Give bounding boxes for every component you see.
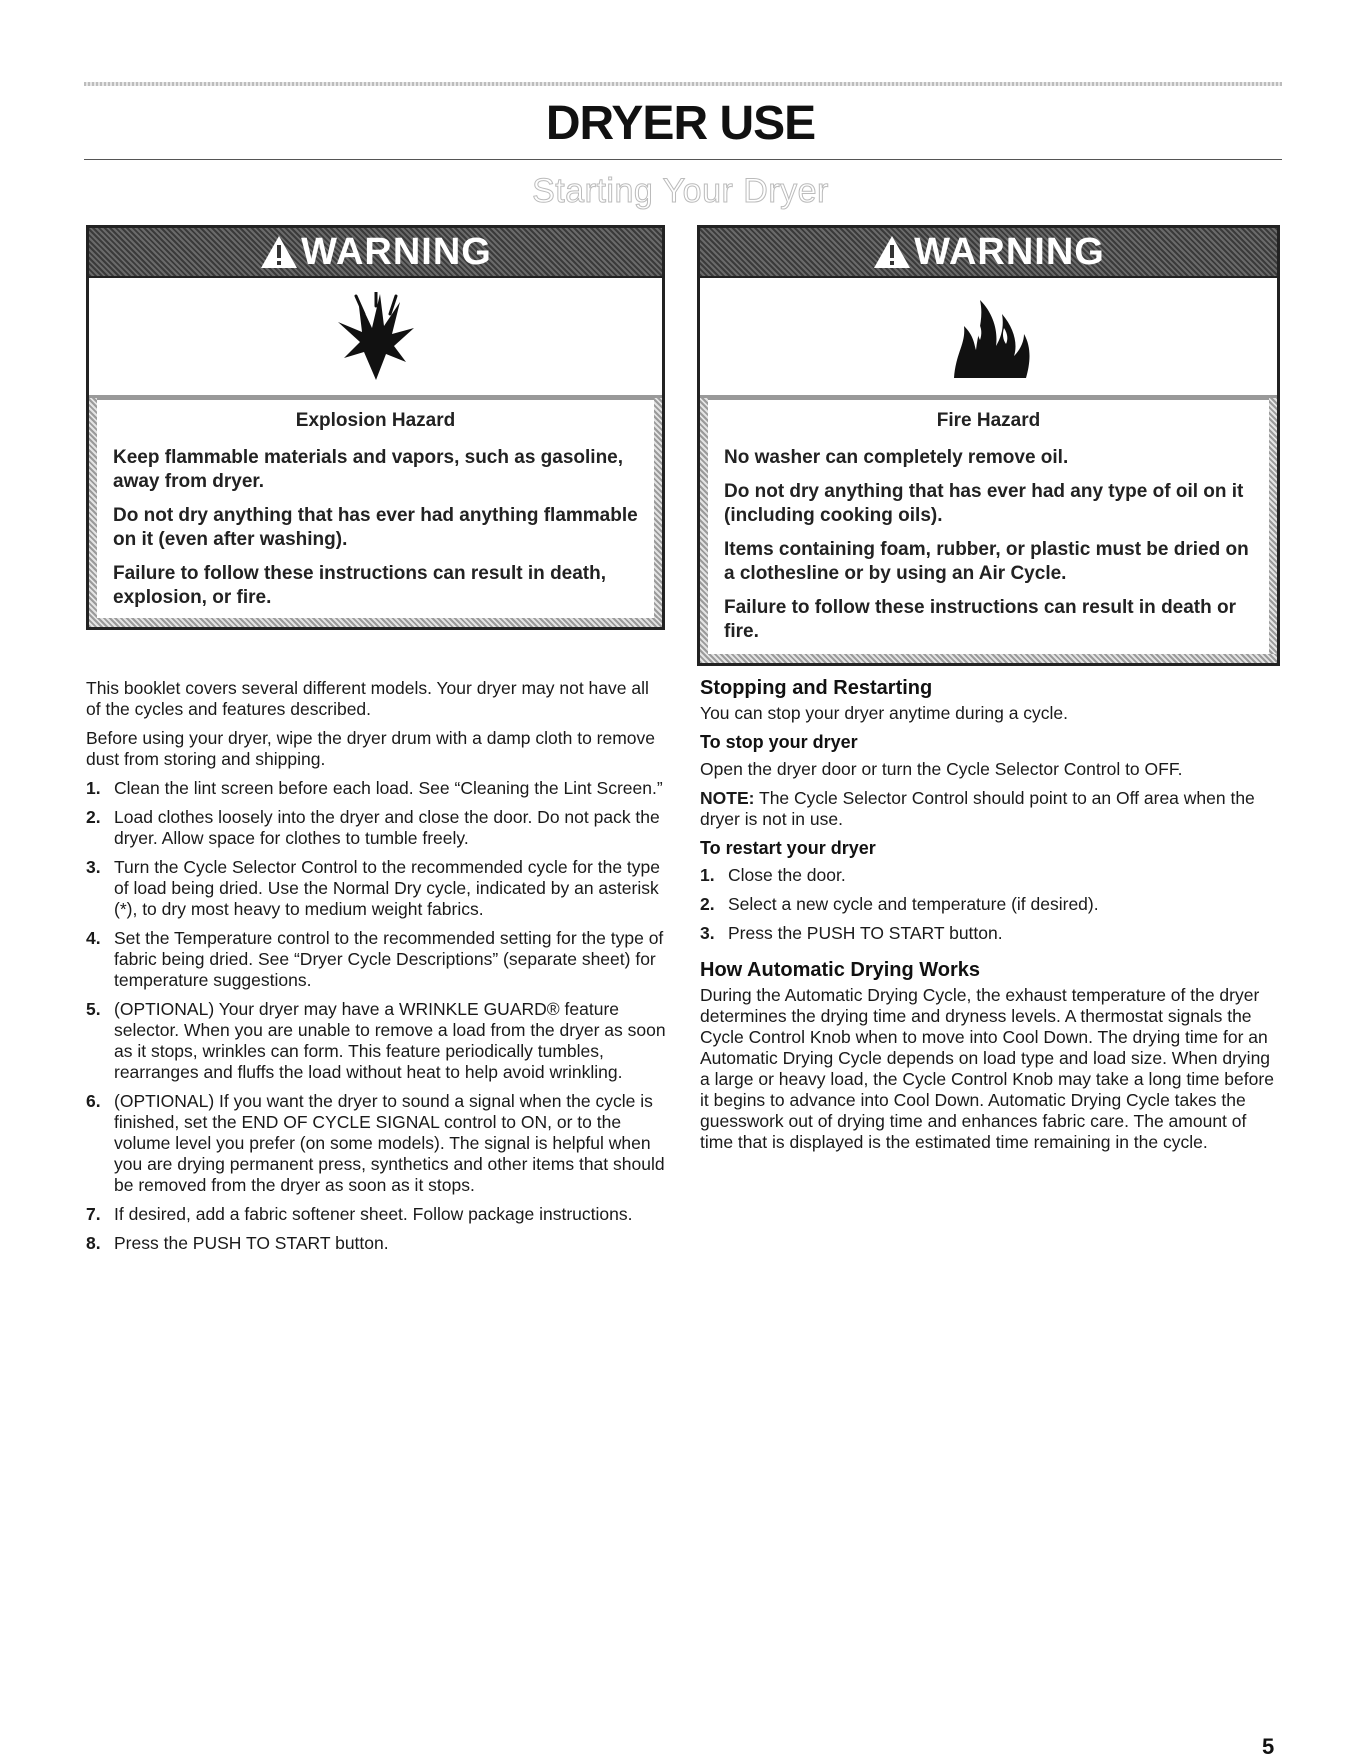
list-item	[700, 923, 1280, 944]
warning-text: Keep flammable materials and vapors, such as gasoline, away from dryer.	[113, 447, 624, 492]
hazard-title: Explosion Hazard	[295, 410, 456, 431]
step-number: 6.	[86, 1091, 101, 1111]
warning-body	[700, 400, 1277, 644]
fire-icon	[944, 292, 1034, 382]
list-item	[700, 865, 1280, 886]
stopping-intro: You can stop your dryer anytime during a cycle.	[700, 703, 1069, 723]
list-item	[86, 807, 666, 849]
warning-header	[700, 228, 1277, 278]
step-text: Turn the Cycle Selector Control to the recommended cycle for the type of load being dried. Use the Normal Dry cycle, indicated by an asterisk (*), to dry most heavy to medium weight fabrics.	[114, 857, 660, 919]
warning-header	[89, 228, 662, 278]
list-item	[86, 857, 666, 920]
list-item	[86, 1091, 666, 1196]
restart-heading: To restart your dryer	[700, 838, 876, 858]
step-number: 8.	[86, 1233, 101, 1253]
stopping-heading: Stopping and Restarting	[700, 677, 933, 699]
warning-border-bottom	[89, 618, 662, 627]
intro-paragraph: This booklet covers several different models. Your dryer may not have all of the cycles and features described.	[86, 678, 649, 719]
step-text: Press the PUSH TO START button.	[728, 923, 1003, 943]
warning-triangle-icon	[259, 234, 299, 270]
step-number: 2.	[86, 807, 101, 827]
warning-border-right	[654, 398, 662, 627]
stop-heading: To stop your dryer	[700, 732, 858, 752]
title-divider	[84, 159, 1282, 160]
list-item	[700, 894, 1280, 915]
step-number: 1.	[86, 778, 101, 798]
note-paragraph	[700, 788, 1280, 830]
auto-drying-text: During the Automatic Drying Cycle, the exhaust temperature of the dryer determines the drying time and dryness levels. A thermostat signals the Cycle Control Knob when to move into Cool Down. The drying time for an Automatic Drying Cycle depends on load type and load size. When drying a large or heavy load, the Cycle Control Knob may take a long time before it begins to advance into Cool Down. Automatic Drying Cycle takes the guesswork out of drying time and enhances fabric care. The amount of time that is displayed is the estimated time remaining in the cycle.	[700, 985, 1274, 1152]
list-item	[86, 1233, 666, 1254]
step-number: 5.	[86, 999, 101, 1019]
step-text: Press the PUSH TO START button.	[114, 1233, 389, 1253]
warning-text: Failure to follow these instructions can result in death or fire.	[724, 597, 1237, 642]
step-text: If desired, add a fabric softener sheet. Follow package instructions.	[114, 1204, 633, 1224]
list-item	[86, 778, 666, 799]
step-number: 2.	[700, 894, 715, 914]
stop-text: Open the dryer door or turn the Cycle Selector Control to OFF.	[700, 759, 1183, 779]
step-number: 7.	[86, 1204, 101, 1224]
warning-body	[89, 400, 662, 610]
explosion-icon-area	[89, 278, 662, 400]
warning-label: WARNING	[301, 230, 492, 273]
section-title: Starting Your Dryer	[532, 172, 829, 210]
step-number: 4.	[86, 928, 101, 948]
warning-border-left	[700, 398, 708, 663]
note-text: The Cycle Selector Control should point to an Off area when the dryer is not in use.	[700, 788, 1255, 829]
explosion-warning-box	[86, 225, 665, 630]
fire-icon-area	[700, 278, 1277, 400]
warning-label: WARNING	[914, 230, 1105, 273]
list-item	[86, 1204, 666, 1225]
warning-text: Failure to follow these instructions can result in death, explosion, or fire.	[113, 563, 607, 608]
step-text: Clean the lint screen before each load. See “Cleaning the Lint Screen.”	[114, 778, 663, 798]
explosion-icon	[336, 292, 416, 382]
warning-border-right	[1269, 398, 1277, 663]
hazard-title: Fire Hazard	[936, 410, 1041, 431]
step-text: Set the Temperature control to the recommended setting for the type of fabric being dried. See “Dryer Cycle Descriptions” (separate sheet) for temperature suggestions.	[114, 928, 664, 990]
warning-border-left	[89, 398, 97, 627]
list-item	[86, 999, 666, 1083]
warning-text: No washer can completely remove oil.	[724, 447, 1069, 468]
note-label: NOTE:	[700, 788, 755, 808]
step-number: 3.	[700, 923, 715, 943]
warning-triangle-icon	[872, 234, 912, 270]
left-column	[86, 678, 666, 1262]
step-number: 1.	[700, 865, 715, 885]
page-title: DRYER USE	[545, 97, 816, 150]
page-number: 5	[1262, 1734, 1275, 1759]
warning-text: Do not dry anything that has ever had any type of oil on it (including cooking oils).	[724, 481, 1244, 526]
top-rule	[84, 82, 1282, 86]
step-text: Select a new cycle and temperature (if desired).	[728, 894, 1099, 914]
warning-border-bottom	[700, 654, 1277, 663]
step-text: Load clothes loosely into the dryer and close the door. Do not pack the dryer. Allow space for clothes to tumble freely.	[114, 807, 660, 848]
right-column	[700, 678, 1280, 1161]
intro-paragraph: Before using your dryer, wipe the dryer drum with a damp cloth to remove dust from storing and shipping.	[86, 728, 656, 769]
auto-drying-heading: How Automatic Drying Works	[700, 959, 981, 981]
step-text: (OPTIONAL) Your dryer may have a WRINKLE GUARD® feature selector. When you are unable to remove a load from the dryer as soon as it stops, wrinkles can form. This feature periodically tumbles, rearranges and fluffs the load without heat to help avoid wrinkling.	[114, 999, 666, 1082]
step-number: 3.	[86, 857, 101, 877]
warning-text: Items containing foam, rubber, or plastic must be dried on a clothesline or by using an Air Cycle.	[724, 539, 1249, 584]
list-item	[86, 928, 666, 991]
warning-text: Do not dry anything that has ever had anything flammable on it (even after washing).	[113, 505, 638, 550]
restart-steps-list	[700, 865, 1280, 944]
step-text: Close the door.	[728, 865, 846, 885]
start-steps-list	[86, 778, 666, 1254]
step-text: (OPTIONAL) If you want the dryer to sound a signal when the cycle is finished, set the END OF CYCLE SIGNAL control to ON, or to the volume level you prefer (on some models). The signal is helpful when you are drying permanent press, synthetics and other items that should be removed from the dryer as soon as it stops.	[114, 1091, 665, 1195]
fire-warning-box	[697, 225, 1280, 666]
